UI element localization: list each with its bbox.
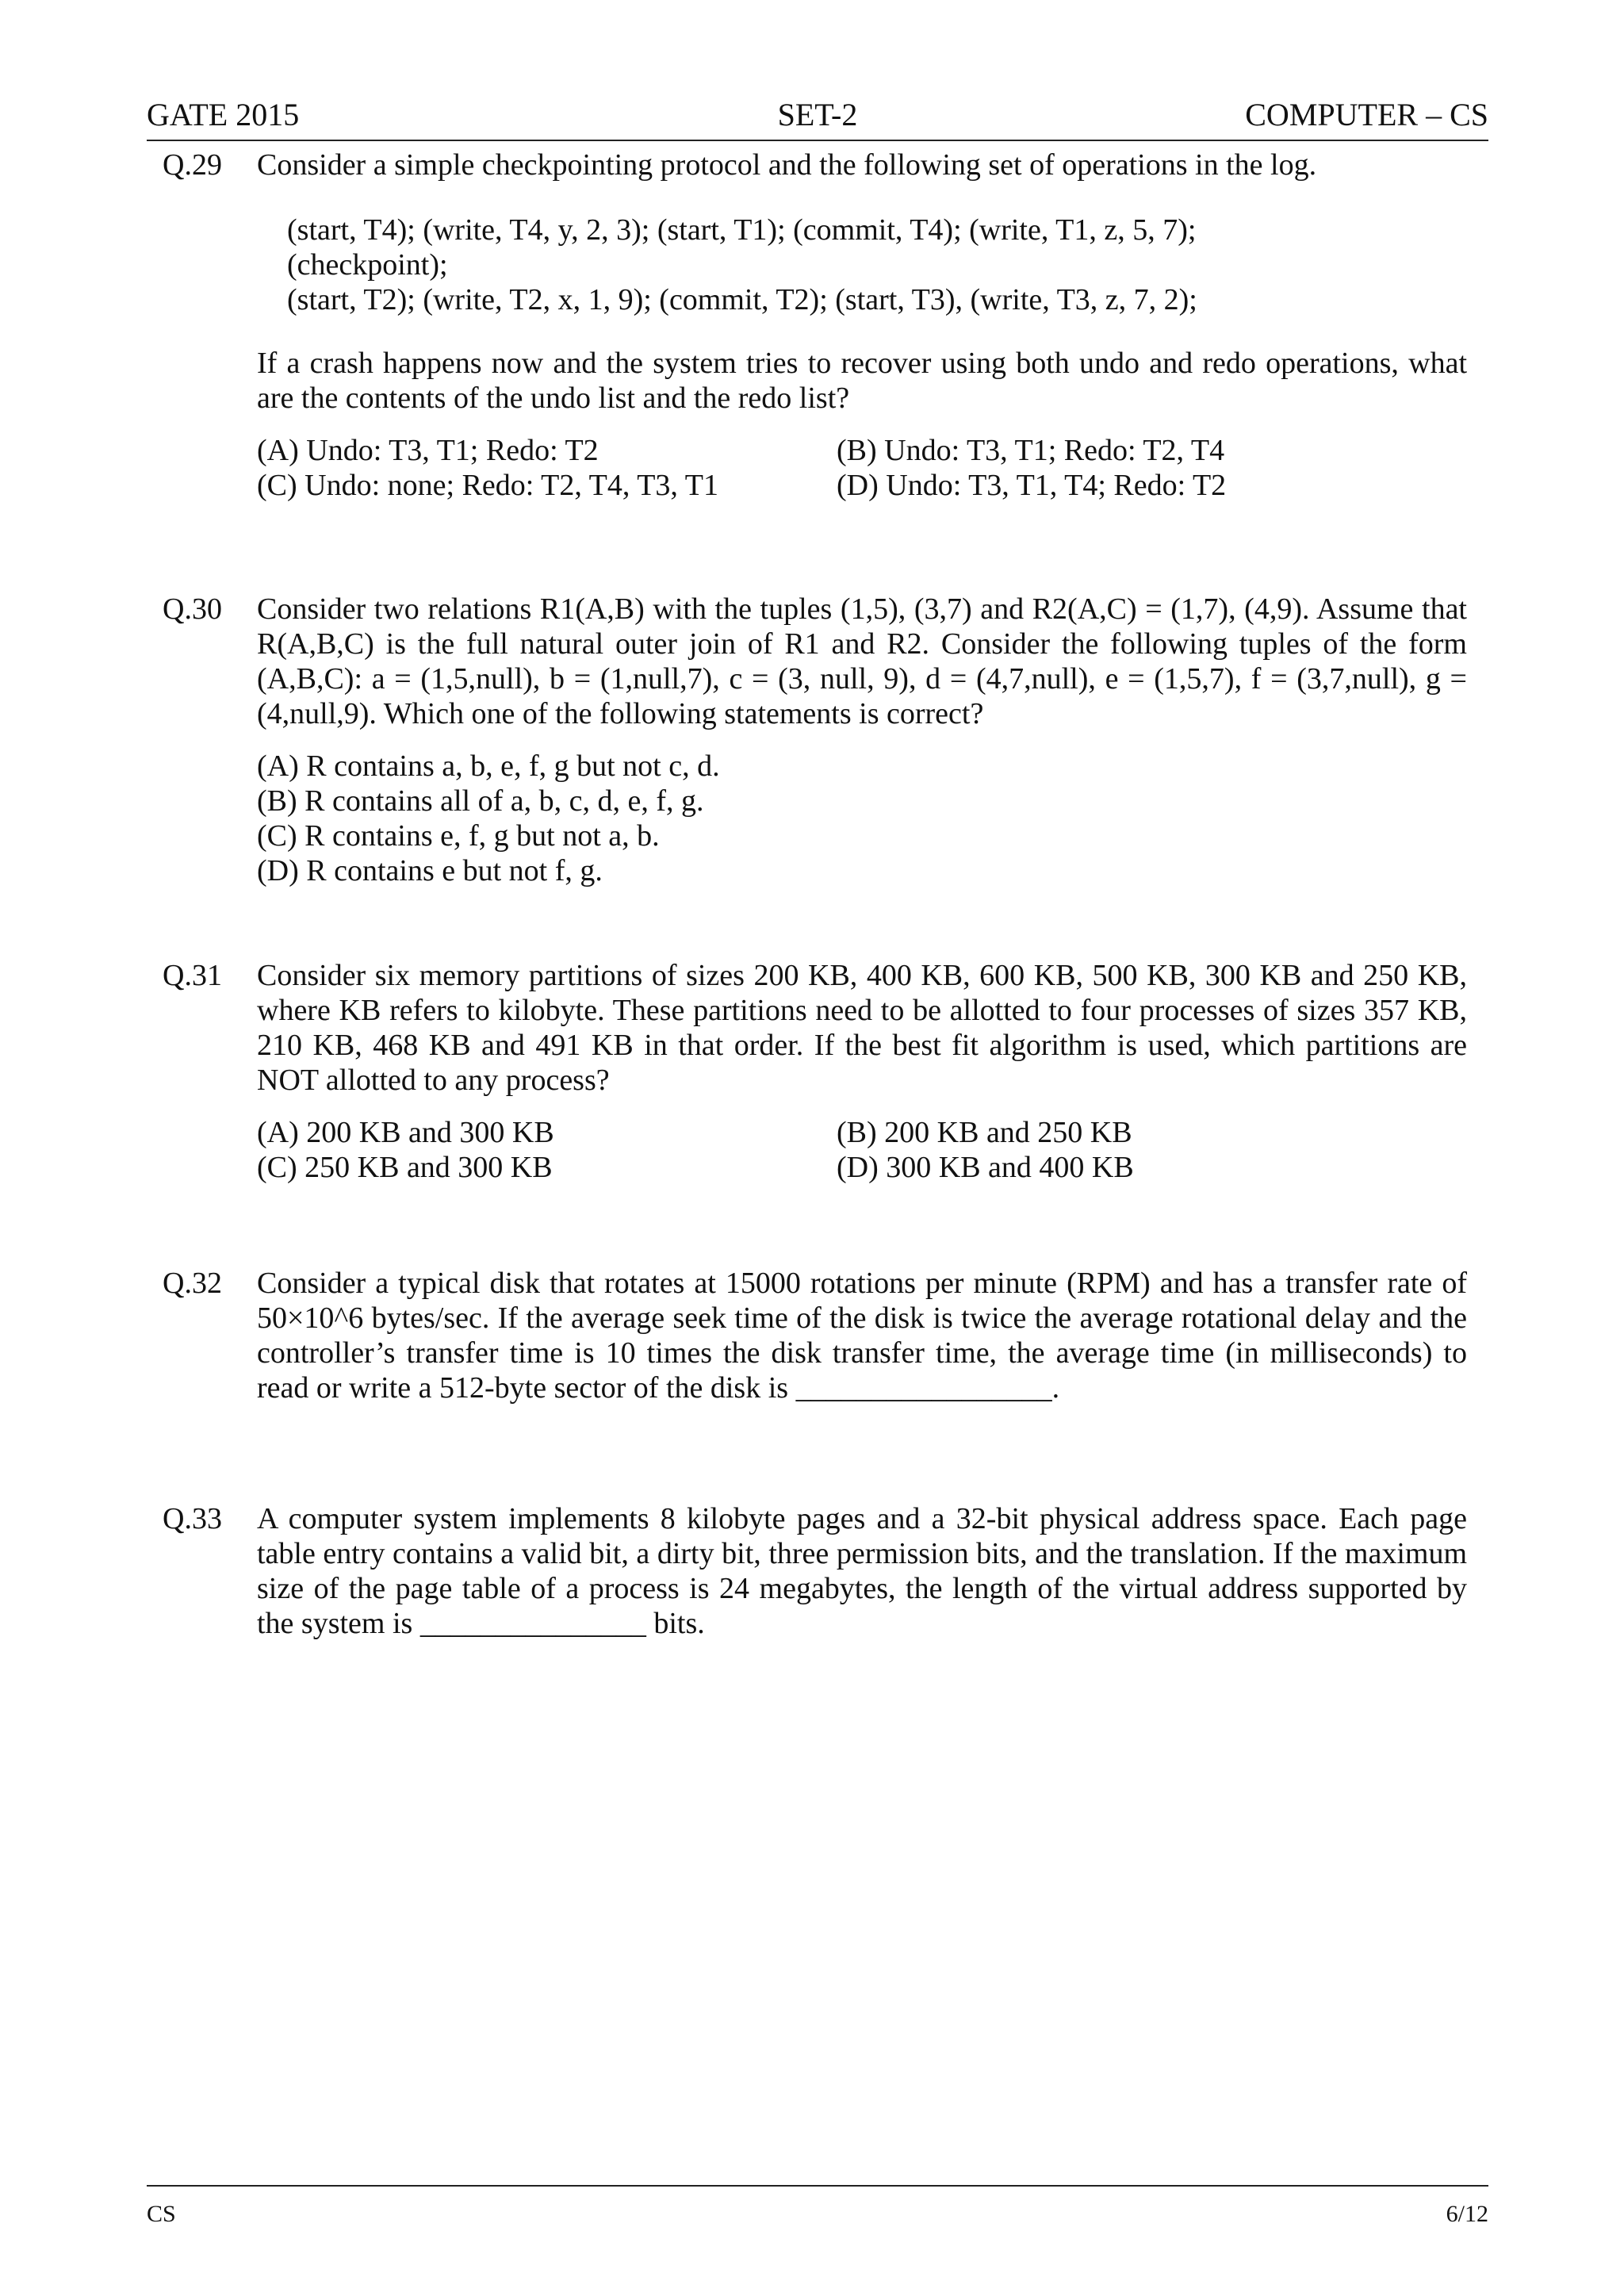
footer-subject: CS bbox=[147, 2201, 176, 2227]
option-a[interactable]: (A) 200 KB and 300 KB bbox=[257, 1116, 554, 1149]
answer-options bbox=[257, 749, 1467, 888]
question-number: Q.29 bbox=[163, 148, 222, 182]
option-b[interactable]: (B) 200 KB and 250 KB bbox=[837, 1116, 1132, 1149]
page-header bbox=[147, 94, 1488, 141]
option-a[interactable]: (A) Undo: T3, T1; Redo: T2 bbox=[257, 434, 599, 467]
option-b[interactable]: (B) Undo: T3, T1; Redo: T2, T4 bbox=[837, 434, 1225, 467]
page-number: 6/12 bbox=[1446, 2201, 1488, 2227]
log-line: (checkpoint); bbox=[287, 248, 448, 282]
option-d[interactable]: (D) R contains e but not f, g. bbox=[257, 854, 603, 887]
exam-paper: COMPUTER – CS bbox=[1245, 97, 1488, 132]
log-operations bbox=[287, 213, 1467, 317]
question-prompt: If a crash happens now and the system tries to recover using both undo and redo operations, what are the contents of the undo list and the redo list? bbox=[257, 347, 1467, 415]
option-d[interactable]: (D) Undo: T3, T1, T4; Redo: T2 bbox=[837, 469, 1227, 502]
question-stem: Consider six memory partitions of sizes 200 KB, 400 KB, 600 KB, 500 KB, 300 KB and 250 KB, where KB refers to kilobyte. These partitions need to be allotted to four processes of sizes 357 KB, 210 KB, 468 KB and 491 KB in that order. If the best fit algorithm is used, which partitions are NOT allotted to any process? bbox=[257, 959, 1467, 1097]
option-b[interactable]: (B) R contains all of a, b, c, d, e, f, g. bbox=[257, 784, 704, 818]
option-a[interactable]: (A) R contains a, b, e, f, g but not c, d. bbox=[257, 749, 720, 783]
answer-options bbox=[257, 1115, 1467, 1185]
option-c[interactable]: (C) 250 KB and 300 KB bbox=[257, 1151, 553, 1184]
question-number: Q.33 bbox=[163, 1502, 222, 1535]
question-stem: Consider a typical disk that rotates at 15000 rotations per minute (RPM) and has a transfer rate of 50×10^6 bytes/sec. If the average seek time of the disk is twice the average rotational delay and the controller’s transfer time is 10 times the disk transfer time, the average time (in milliseconds) to read or write a 512-byte sector of the disk is _________________. bbox=[257, 1267, 1467, 1405]
question-body bbox=[257, 958, 1467, 1185]
option-c[interactable]: (C) R contains e, f, g but not a, b. bbox=[257, 819, 660, 853]
question-body bbox=[257, 592, 1467, 888]
answer-options bbox=[257, 433, 1467, 503]
option-d[interactable]: (D) 300 KB and 400 KB bbox=[837, 1151, 1134, 1184]
option-c[interactable]: (C) Undo: none; Redo: T2, T4, T3, T1 bbox=[257, 469, 718, 502]
log-line: (start, T4); (write, T4, y, 2, 3); (start, T1); (commit, T4); (write, T1, z, 5, 7); bbox=[287, 213, 1197, 247]
exam-title: GATE 2015 bbox=[147, 97, 300, 132]
question-number: Q.30 bbox=[163, 592, 222, 626]
log-line: (start, T2); (write, T2, x, 1, 9); (commit, T2); (start, T3), (write, T3, z, 7, 2); bbox=[287, 283, 1197, 316]
exam-set: SET-2 bbox=[777, 97, 858, 132]
question-number: Q.32 bbox=[163, 1267, 222, 1300]
question-stem: A computer system implements 8 kilobyte pages and a 32-bit physical address space. Each page table entry contains a valid bit, a dirty bit, three permission bits, and the translation. If the maximum size of the page table of a process is 24 megabytes, the length of the virtual address supported by the system is _______________ bits. bbox=[257, 1502, 1467, 1640]
question-stem: Consider a simple checkpointing protocol and the following set of operations in the log. bbox=[257, 148, 1317, 182]
question-stem: Consider two relations R1(A,B) with the tuples (1,5), (3,7) and R2(A,C) = (1,7), (4,9). Assume that R(A,B,C) is the full natural outer join of R1 and R2. Consider the following tuples of the form (A,B,C): a = (1,5,null), b = (1,null,7), c = (3, null, 9), d = (4,7,null), e = (1,5,7), f = (3,7,null), g = (4,null,9). Which one of the following statements is correct? bbox=[257, 592, 1467, 730]
question-body bbox=[257, 148, 1467, 503]
page-footer bbox=[147, 2185, 1488, 2227]
question-number: Q.31 bbox=[163, 959, 222, 992]
